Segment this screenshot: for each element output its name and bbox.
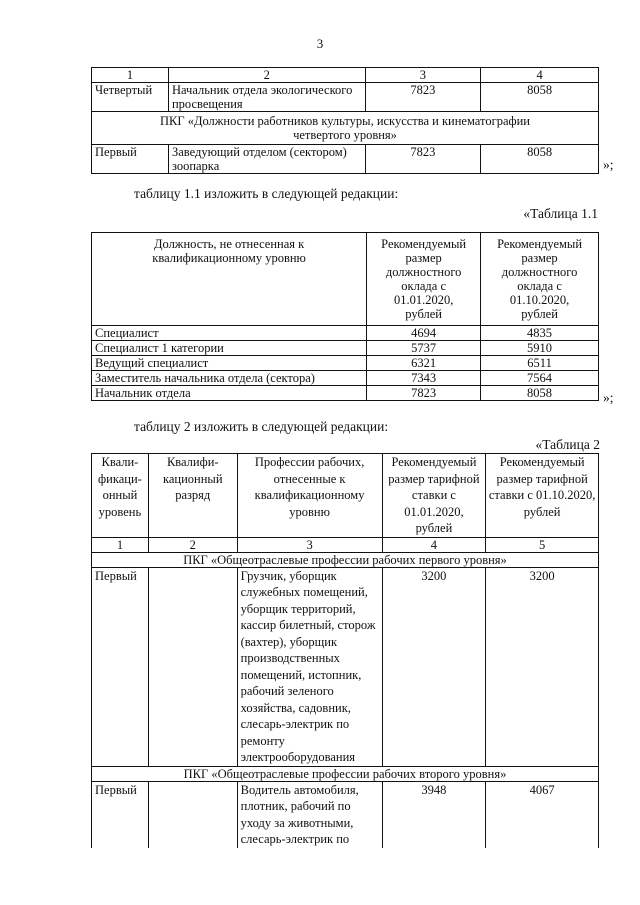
position-cell: Заместитель начальника отдела (сектора)	[92, 371, 367, 386]
grade-cell	[148, 567, 237, 766]
salary1-cell: 6321	[367, 356, 481, 371]
group-title: ПКГ «Общеотраслевые профессии рабочих второго уровня»	[92, 766, 599, 781]
table-row	[92, 386, 599, 401]
col-num-2: 2	[168, 68, 365, 83]
position-cell: Начальник отдела экологического просвещения	[168, 83, 365, 112]
rate2-cell: 4067	[486, 781, 599, 848]
salary2-cell: 5910	[481, 341, 599, 356]
col-num-4: 4	[481, 68, 599, 83]
professions-cell: Водитель автомобиля, плотник, рабочий по уходу за животными, слесарь-электрик по	[237, 781, 382, 848]
table-row	[92, 341, 599, 356]
salary1-cell: 7823	[365, 83, 481, 112]
header-salary-1: Рекомендуемый размер должностного оклада с 01.01.2020, рублей	[367, 233, 481, 326]
position-cell: Специалист 1 категории	[92, 341, 367, 356]
table-header-row	[92, 454, 599, 538]
level-cell: Первый	[92, 781, 149, 848]
caption-table-1-1: «Таблица 1.1	[523, 206, 598, 221]
grade-cell	[148, 781, 237, 848]
col-num-1: 1	[92, 537, 149, 552]
salary1-cell: 7343	[367, 371, 481, 386]
position-cell: Начальник отдела	[92, 386, 367, 401]
salary2-cell: 8058	[481, 83, 599, 112]
table-continuation	[91, 67, 599, 174]
col-num-3: 3	[365, 68, 481, 83]
col-num-1: 1	[92, 68, 169, 83]
professions-cell: Грузчик, уборщик служебных помещений, уборщик территорий, кассир билетный, сторож (вахтер), уборщик производственных помещений, истопник, рабочий зеленого хозяйства, садовник, слесарь-электрик по ремонту электрооборудования	[237, 567, 382, 766]
end-mark: »;	[603, 157, 614, 172]
position-cell: Ведущий специалист	[92, 356, 367, 371]
group-row	[92, 112, 599, 145]
salary2-cell: 8058	[481, 145, 599, 174]
rate1-cell: 3200	[382, 567, 486, 766]
col-num-2: 2	[148, 537, 237, 552]
group-title: ПКГ «Должности работников культуры, искусства и кинематографии четвертого уровня»	[92, 112, 599, 145]
table-row	[92, 356, 599, 371]
table-row	[92, 567, 599, 766]
group-title: ПКГ «Общеотраслевые профессии рабочих первого уровня»	[92, 552, 599, 567]
table-2	[91, 453, 599, 848]
table-header-row	[92, 68, 599, 83]
level-cell: Первый	[92, 145, 169, 174]
header-salary-2: Рекомендуемый размер должностного оклада с 01.10.2020, рублей	[481, 233, 599, 326]
table-row	[92, 83, 599, 112]
table-row	[92, 326, 599, 341]
position-cell: Заведующий отделом (сектором) зоопарка	[168, 145, 365, 174]
header-level: Квали- фикаци- онный уровень	[92, 454, 149, 538]
header-rate-1: Рекомендуемый размер тарифной ставки с 01.01.2020, рублей	[382, 454, 486, 538]
salary1-cell: 4694	[367, 326, 481, 341]
caption-table-2: «Таблица 2	[535, 437, 600, 452]
salary2-cell: 6511	[481, 356, 599, 371]
salary1-cell: 7823	[365, 145, 481, 174]
table-number-row	[92, 537, 599, 552]
col-num-5: 5	[486, 537, 599, 552]
group-row	[92, 766, 599, 781]
table-row	[92, 371, 599, 386]
salary2-cell: 7564	[481, 371, 599, 386]
col-num-3: 3	[237, 537, 382, 552]
header-rate-2: Рекомендуемый размер тарифной ставки с 01.10.2020, рублей	[486, 454, 599, 538]
level-cell: Первый	[92, 567, 149, 766]
level-cell: Четвертый	[92, 83, 169, 112]
salary2-cell: 4835	[481, 326, 599, 341]
group-row	[92, 552, 599, 567]
rate2-cell: 3200	[486, 567, 599, 766]
salary2-cell: 8058	[481, 386, 599, 401]
salary1-cell: 7823	[367, 386, 481, 401]
table-header-row	[92, 233, 599, 326]
table-1-1	[91, 232, 599, 401]
table-row	[92, 145, 599, 174]
salary1-cell: 5737	[367, 341, 481, 356]
rate1-cell: 3948	[382, 781, 486, 848]
header-professions: Профессии рабочих, отнесенные к квалификационному уровню	[237, 454, 382, 538]
page-number: 3	[316, 36, 324, 51]
col-num-4: 4	[382, 537, 486, 552]
paragraph-table-1-1: таблицу 1.1 изложить в следующей редакции:	[134, 186, 399, 201]
paragraph-table-2: таблицу 2 изложить в следующей редакции:	[134, 419, 389, 434]
end-mark: »;	[603, 390, 614, 405]
header-grade: Квалифи- кационный разряд	[148, 454, 237, 538]
position-cell: Специалист	[92, 326, 367, 341]
table-row	[92, 781, 599, 848]
header-position: Должность, не отнесенная к квалификационному уровню	[92, 233, 367, 326]
